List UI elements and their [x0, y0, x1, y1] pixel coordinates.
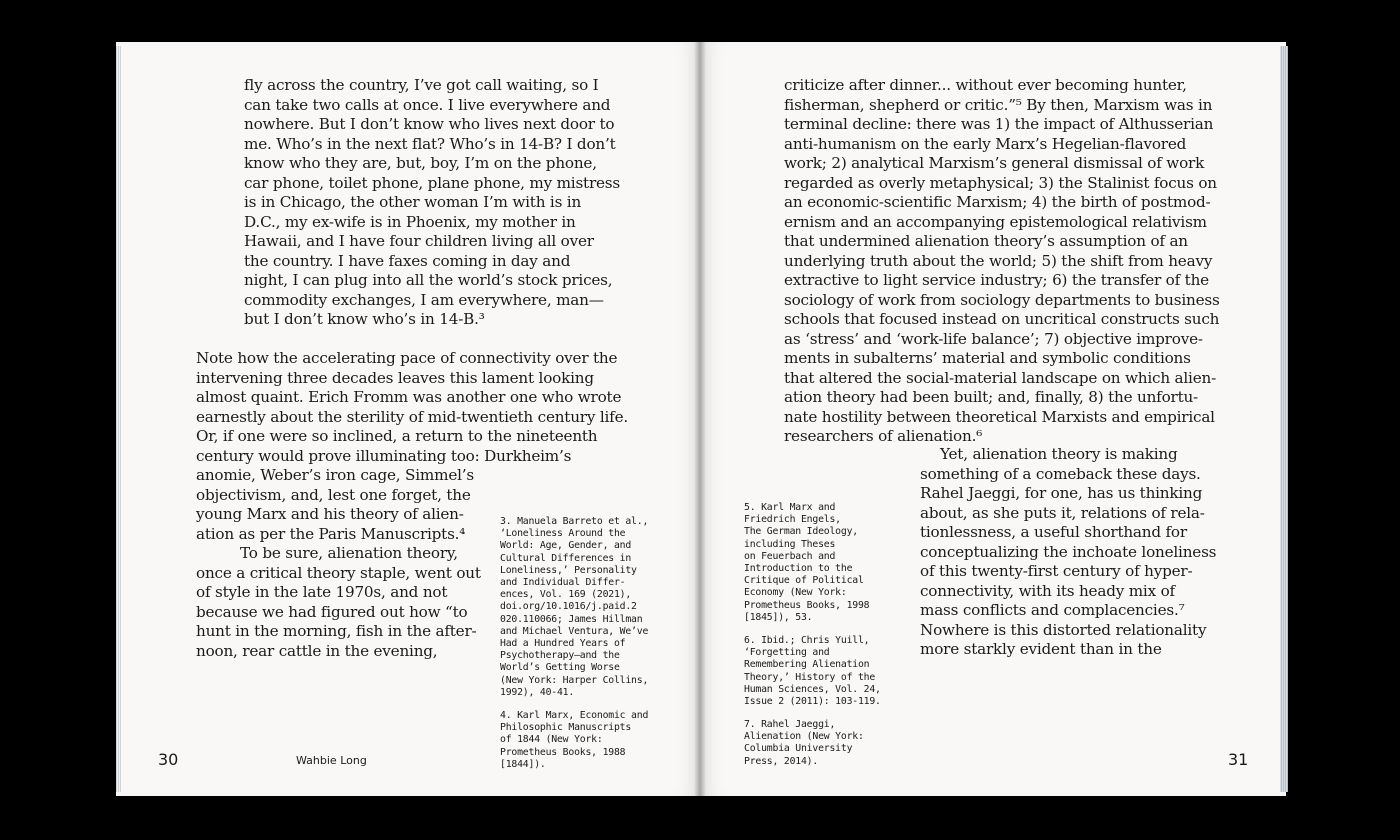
- text-line: car phone, toilet phone, plane phone, my mistress: [244, 173, 620, 192]
- text-line: Rahel Jaeggi, for one, has us thinking: [920, 484, 1203, 502]
- text-line: 4. Karl Marx, Economic and: [500, 710, 649, 721]
- text-line: because we had figured out how “to: [196, 602, 468, 621]
- text-line: hunt in the morning, fish in the after-: [196, 622, 477, 640]
- footnote-5: [744, 502, 869, 624]
- block-quote: [244, 76, 620, 330]
- text-line: anomie, Weber’s iron cage, Simmel’s: [196, 466, 474, 484]
- text-line: of this twenty-first century of hyper-: [920, 562, 1193, 580]
- text-line: Note how the accelerating pace of connectivity over the: [196, 349, 618, 367]
- body-paragraph: [196, 349, 628, 544]
- text-line: ments in subalterns’ material and symbolic conditions: [784, 349, 1191, 367]
- text-line: that undermined alienation theory’s assumption of an: [784, 232, 1188, 250]
- text-line: earnestly about the sterility of mid-twentieth century life.: [196, 407, 629, 426]
- text-line: something of a comeback these days.: [920, 464, 1201, 483]
- text-line: 020.110066; James Hillman: [500, 613, 643, 625]
- text-line: Nowhere is this distorted relationality: [920, 620, 1207, 639]
- text-line: Prometheus Books, 1998: [744, 599, 870, 611]
- book-spread: [116, 42, 1288, 796]
- body-paragraph: [196, 544, 481, 661]
- text-line: 6. Ibid.; Chris Yuill,: [744, 635, 870, 646]
- text-line: 3. Manuela Barreto et al.,: [500, 516, 649, 527]
- text-line: objectivism, and, lest one forget, the: [196, 485, 471, 504]
- text-line: 1992), 40-41.: [500, 686, 575, 698]
- running-head: Wahbie Long: [296, 754, 367, 767]
- text-line: young Marx and his theory of alien-: [196, 505, 464, 523]
- text-line: fisherman, shepherd or critic.”⁵ By then, Marxism was in: [784, 95, 1213, 114]
- text-line: tionlessness, a useful shorthand for: [920, 523, 1187, 541]
- text-line: that altered the social-material landscape on which alien-: [784, 368, 1217, 387]
- text-line: Alienation (New York:: [744, 731, 864, 743]
- text-line: Issue 2 (2011): 103-119.: [744, 696, 881, 708]
- text-line: of style in the late 1970s, and not: [196, 583, 448, 601]
- left-page: [116, 42, 700, 796]
- text-line: regarded as overly metaphysical; 3) the Stalinist focus on: [784, 173, 1217, 192]
- text-line: Philosophic Manuscripts: [500, 722, 632, 734]
- text-line: The German Ideology,: [744, 526, 858, 538]
- left-page-edge: [116, 46, 121, 792]
- text-line: connectivity, with its heady mix of: [920, 581, 1175, 600]
- footnote-6: [744, 635, 881, 708]
- footnote-7: [744, 719, 864, 768]
- right-page: [700, 42, 1286, 796]
- text-line: nowhere. But I don’t know who lives next door to: [244, 115, 615, 133]
- text-line: more starkly evident than in the: [920, 640, 1162, 658]
- text-line: Friedrich Engels,: [744, 514, 841, 526]
- text-line: 7. Rahel Jaeggi,: [744, 719, 836, 730]
- text-line: is in Chicago, the other woman I’m with is in: [244, 193, 582, 211]
- text-line: almost quaint. Erich Fromm was another one who wrote: [196, 388, 622, 406]
- text-line: of 1844 (New York:: [500, 734, 603, 746]
- text-line: fly across the country, I’ve got call waiting, so I: [244, 76, 599, 94]
- text-line: 5. Karl Marx and: [744, 502, 836, 513]
- text-line: doi.org/10.1016/j.paid.2: [500, 601, 637, 613]
- text-line: Psychotherapy—and the: [500, 650, 620, 662]
- text-line: Had a Hundred Years of: [500, 638, 626, 650]
- text-line: mass conflicts and complacencies.⁷: [920, 601, 1185, 619]
- text-line: but I don’t know who’s in 14-B.³: [244, 310, 485, 328]
- text-line: and Individual Differ-: [500, 577, 626, 589]
- text-line: century would prove illuminating too: Durkheim’s: [196, 446, 572, 465]
- text-line: nate hostility between theoretical Marxists and empirical: [784, 407, 1215, 426]
- text-line: Remembering Alienation: [744, 659, 870, 671]
- text-line: World’s Getting Worse: [500, 662, 620, 674]
- text-line: extractive to light service industry; 6) the transfer of the: [784, 271, 1209, 289]
- text-line: including Theses: [744, 538, 836, 550]
- text-line: Theory,’ History of the: [744, 671, 876, 683]
- text-line: Introduction to the: [744, 563, 853, 575]
- text-line: Human Sciences, Vol. 24,: [744, 683, 881, 695]
- text-line: [1845]), 53.: [744, 611, 813, 623]
- text-line: ation as per the Paris Manuscripts.⁴: [196, 524, 466, 543]
- footnote-4: [500, 710, 648, 771]
- text-line: Critique of Political: [744, 575, 864, 587]
- text-line: intervening three decades leaves this lament looking: [196, 368, 594, 387]
- body-paragraph: [920, 445, 1216, 660]
- body-paragraph: [784, 76, 1220, 447]
- text-line: underlying truth about the world; 5) the shift from heavy: [784, 251, 1213, 270]
- text-line: Economy (New York:: [744, 587, 847, 599]
- footnote-3: [500, 516, 648, 699]
- text-line: [1844]).: [500, 758, 546, 770]
- page-number: 31: [1228, 750, 1249, 769]
- text-line: ernism and an accompanying epistemological relativism: [784, 212, 1207, 231]
- text-line: anti-humanism on the early Marx’s Hegelian-flavored: [784, 134, 1187, 153]
- text-line: me. Who’s in the next flat? Who’s in 14-B? I don’t: [244, 134, 616, 153]
- right-page-edge: [1280, 46, 1288, 792]
- text-line: commodity exchanges, I am everywhere, man—: [244, 290, 604, 309]
- text-line: Loneliness,’ Personality: [500, 564, 637, 576]
- text-line: the country. I have faxes coming in day and: [244, 251, 571, 270]
- text-line: ences, Vol. 169 (2021),: [500, 589, 632, 601]
- text-line: know who they are, but, boy, I’m on the phone,: [244, 154, 597, 172]
- text-line: can take two calls at once. I live everywhere and: [244, 95, 611, 114]
- text-line: World: Age, Gender, and: [500, 540, 632, 552]
- text-line: work; 2) analytical Marxism’s general dismissal of work: [784, 154, 1205, 172]
- text-line: an economic-scientific Marxism; 4) the birth of postmod-: [784, 193, 1211, 211]
- text-line: ‘Forgetting and: [744, 647, 830, 659]
- text-line: D.C., my ex-wife is in Phoenix, my mother in: [244, 212, 576, 231]
- text-line: and Michael Ventura, We’ve: [500, 625, 649, 637]
- text-line: schools that focused instead on uncritical constructs such: [784, 310, 1220, 328]
- text-line: sociology of work from sociology departments to business: [784, 290, 1220, 309]
- text-line: (New York: Harper Collins,: [500, 674, 649, 686]
- text-line: researchers of alienation.⁶: [784, 427, 983, 445]
- text-line: about, as she puts it, relations of rela-: [920, 503, 1205, 522]
- text-line: Press, 2014).: [744, 755, 819, 767]
- text-line: Hawaii, and I have four children living all over: [244, 232, 594, 250]
- text-line: as ‘stress’ and ‘work-life balance’; 7) objective improve-: [784, 329, 1203, 348]
- text-line: on Feuerbach and: [744, 550, 836, 562]
- text-line: ‘Loneliness Around the: [500, 528, 626, 540]
- text-line: night, I can plug into all the world’s stock prices,: [244, 271, 613, 289]
- text-line: once a critical theory staple, went out: [196, 563, 481, 582]
- page-number: 30: [158, 750, 179, 769]
- text-line: Or, if one were so inclined, a return to the nineteenth: [196, 427, 598, 445]
- text-line: Columbia University: [744, 743, 853, 755]
- text-line: terminal decline: there was 1) the impact of Althusserian: [784, 115, 1214, 133]
- text-line: criticize after dinner... without ever becoming hunter,: [784, 76, 1187, 94]
- text-line: Yet, alienation theory is making: [940, 445, 1178, 463]
- text-line: ation theory had been built; and, finally, 8) the unfortu-: [784, 388, 1198, 406]
- book-gutter: [694, 42, 706, 796]
- text-line: Prometheus Books, 1988: [500, 746, 626, 758]
- text-line: Cultural Differences in: [500, 552, 632, 564]
- text-line: noon, rear cattle in the evening,: [196, 641, 438, 660]
- text-line: To be sure, alienation theory,: [240, 544, 458, 562]
- text-line: conceptualizing the inchoate loneliness: [920, 542, 1217, 561]
